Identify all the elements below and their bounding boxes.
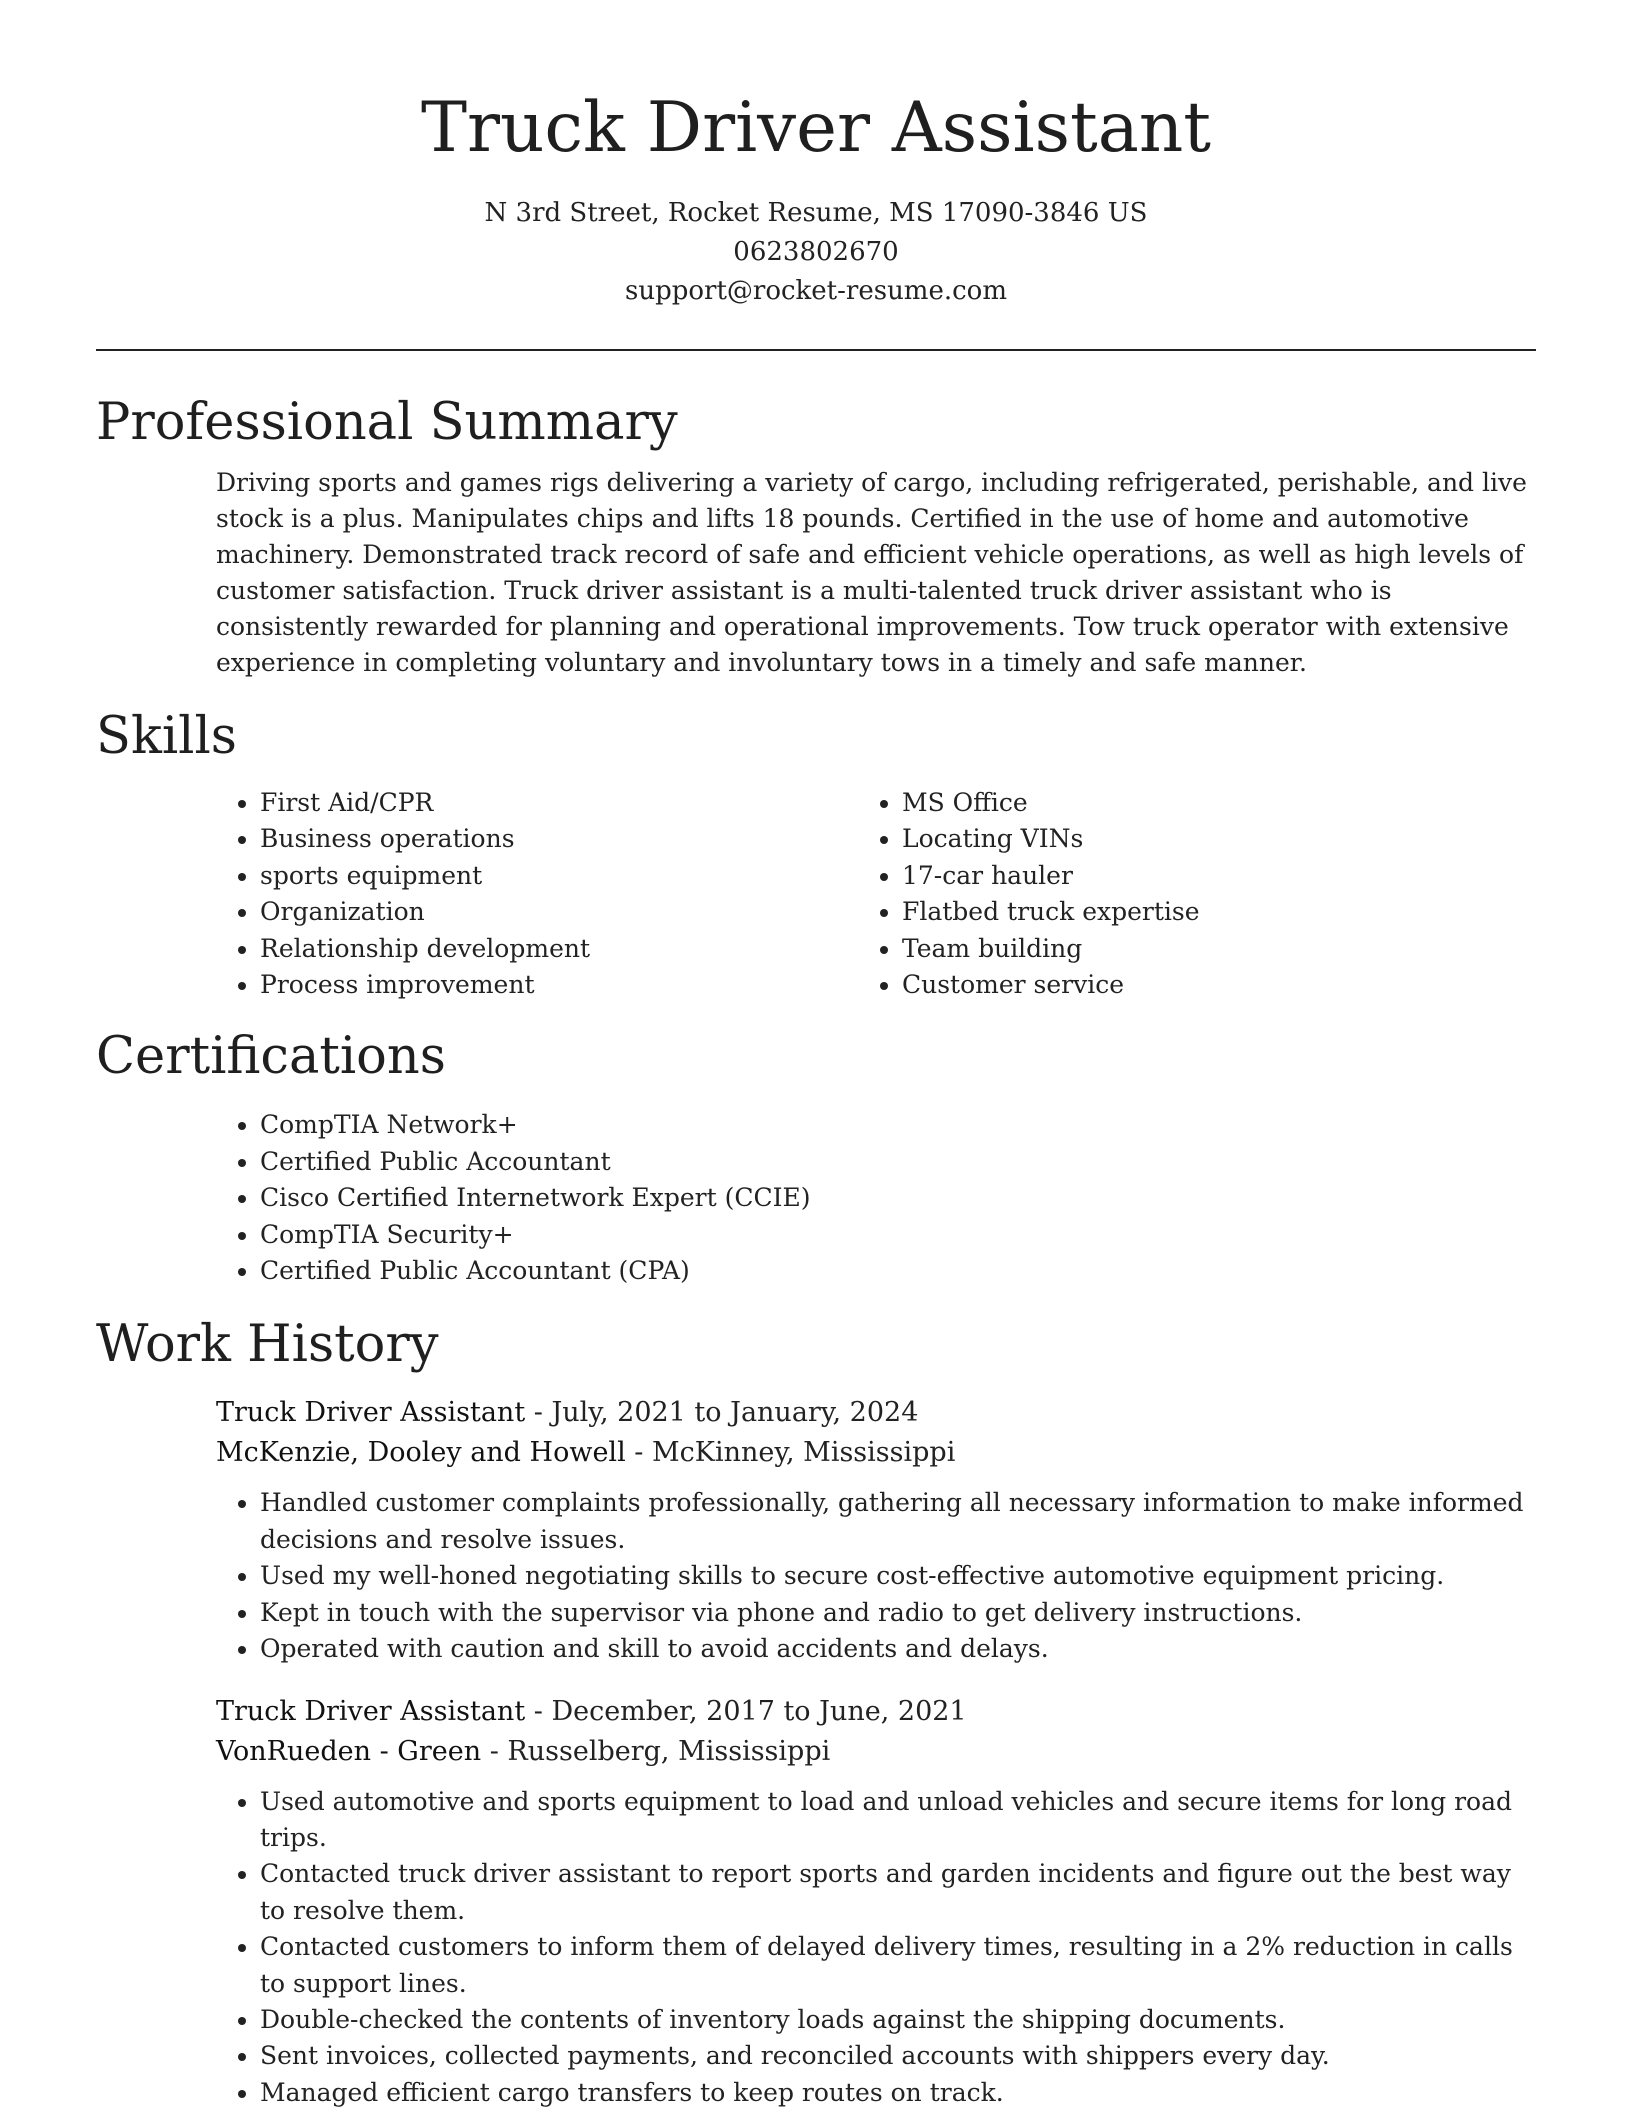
job-company: McKenzie, Dooley and Howell: [216, 1437, 626, 1469]
skill-item: • Process improvement: [260, 967, 740, 1003]
job-bullet: • Contacted customers to inform them of delayed delivery times, resulting in a 2% reduction in calls to support lines.: [260, 1929, 1536, 2002]
skills-columns: [96, 785, 1536, 1003]
resume-page: [96, 0, 1536, 2111]
header-divider: [96, 349, 1536, 351]
skill-item: • sports equipment: [260, 858, 740, 894]
job-role: Truck Driver Assistant: [216, 1397, 526, 1429]
skill-item: • Flatbed truck expertise: [902, 894, 1502, 930]
job-bullet: • Used automotive and sports equipment to load and unload vehicles and secure items for long road trips.: [260, 1784, 1536, 1857]
job-bullet: • Sent invoices, collected payments, and reconciled accounts with shippers every day.: [260, 2038, 1536, 2074]
certification-item: • Certified Public Accountant (CPA): [260, 1253, 1536, 1289]
job-company: VonRueden - Green: [216, 1735, 482, 1767]
job-dates: - July, 2021 to January, 2024: [525, 1397, 919, 1429]
job-bullets: [216, 1485, 1536, 1667]
skill-item: • MS Office: [902, 785, 1502, 821]
job-company-line: [216, 1433, 1536, 1473]
skill-item: • Locating VINs: [902, 821, 1502, 857]
job-bullet: • Operated with caution and skill to avoid accidents and delays.: [260, 1631, 1536, 1667]
job-bullet: • Contacted truck driver assistant to report sports and garden incidents and figure out the best way to resolve them.: [260, 1856, 1536, 1929]
skill-item: • Organization: [260, 894, 740, 930]
job-bullet: • Handled customer complaints professionally, gathering all necessary information to make informed decisions and resolve issues.: [260, 1485, 1536, 1558]
contact-email: support@rocket-resume.com: [624, 276, 1007, 306]
skill-item: • Team building: [902, 931, 1502, 967]
section-title-certifications: Certifications: [96, 1027, 446, 1087]
section-title-work-history: Work History: [96, 1315, 439, 1375]
contact-phone: 0623802670: [733, 237, 899, 267]
job-company-line: [216, 1732, 1536, 1772]
job-role: Truck Driver Assistant: [216, 1695, 526, 1727]
job-bullet: • Managed efficient cargo transfers to keep routes on track.: [260, 2075, 1536, 2111]
job-bullet: • Kept in touch with the supervisor via phone and radio to get delivery instructions.: [260, 1595, 1536, 1631]
certification-item: • CompTIA Security+: [260, 1217, 1536, 1253]
skills-list-right: [740, 785, 1502, 1003]
job-dates: - December, 2017 to June, 2021: [525, 1695, 967, 1727]
job-bullet: • Double-checked the contents of inventory loads against the shipping documents.: [260, 2002, 1536, 2038]
certifications-list: [96, 1107, 1536, 1289]
certification-item: • Cisco Certified Internetwork Expert (CCIE): [260, 1180, 1536, 1216]
candidate-name: Truck Driver Assistant: [420, 88, 1212, 168]
job-location: - Russelberg, Mississippi: [481, 1735, 831, 1767]
skills-list-left: [96, 785, 740, 1003]
skill-item: • Business operations: [260, 821, 740, 857]
contact-block: [96, 194, 1536, 311]
job-entry: [216, 1393, 1536, 1667]
certification-item: • Certified Public Accountant: [260, 1144, 1536, 1180]
skill-item: • First Aid/CPR: [260, 785, 740, 821]
certification-item: • CompTIA Network+: [260, 1107, 1536, 1143]
section-title-skills: Skills: [96, 707, 237, 766]
job-title-line: [216, 1692, 1536, 1732]
skill-item: • Relationship development: [260, 931, 740, 967]
job-bullets: [216, 1784, 1536, 2112]
job-location: - McKinney, Mississippi: [625, 1437, 956, 1469]
contact-address: N 3rd Street, Rocket Resume, MS 17090-3846 US: [484, 198, 1148, 228]
skill-item: • 17-car hauler: [902, 858, 1502, 894]
job-title-line: [216, 1393, 1536, 1433]
job-entry: [216, 1692, 1536, 2112]
skill-item: • Customer service: [902, 967, 1502, 1003]
summary-text: Driving sports and games rigs delivering a variety of cargo, including refrigerated, perishable, and live stock is a plus. Manipulates chips and lifts 18 pounds. Certified in the use of home and automotive machinery. Demonstrated track record of safe and efficient vehicle operations, as well as high levels of customer satisfaction. Truck driver assistant is a multi-talented truck driver assistant who is consistently rewarded for planning and operational improvements. Tow truck operator with extensive experience in completing voluntary and involuntary tows in a timely and safe manner.: [216, 468, 1527, 677]
job-bullet: • Used my well-honed negotiating skills to secure cost-effective automotive equipment pricing.: [260, 1558, 1536, 1594]
section-title-summary: Professional Summary: [96, 393, 678, 452]
